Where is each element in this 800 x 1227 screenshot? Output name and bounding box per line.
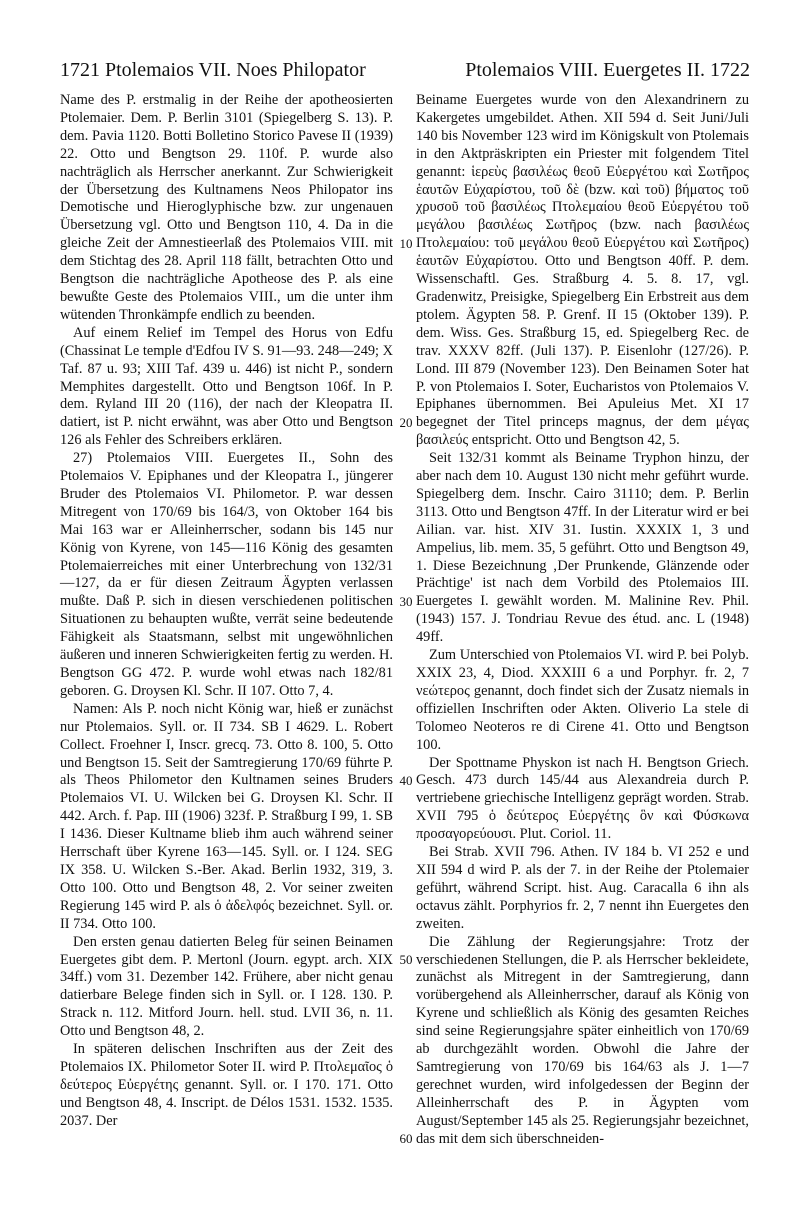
line-number: 10	[399, 236, 413, 251]
line-number: 60	[399, 1131, 413, 1146]
line-number: 30	[399, 594, 413, 609]
line-number: 20	[399, 415, 413, 430]
right-column	[416, 92, 749, 1148]
paragraph: Seit 132/31 kommt als Beiname Tryphon hinzu, der aber nach dem 10. August 130 nicht mehr geführt wurde. Spiegelberg dem. Inschr. Cairo 31110; dem. P. Berlin 3113. Otto und Bengtson 47ff. In der Literatur wird er bei Ailian. var. hist. XIV 31. Iustin. XXXIX 1, 3 und Ampelius, lib. mem. 35, 5 geführt. Otto und Bengtson 49, 1. Diese Bezeichnung ‚Der Prunkende, Glänzende oder Prächtige' ist nach dem Vorbild des Ptolemaios III. Euergetes I. gewählt worden. M. Malinine Rev. Phil. (1943) 157. J. Tondriau Revue des étud. anc. L (1948) 49ff.	[416, 450, 749, 646]
header-left: 1721 Ptolemaios VII. Noes Philopator	[60, 59, 366, 81]
paragraph: 27) Ptolemaios VIII. Euergetes II., Sohn des Ptolemaios V. Epiphanes und der Kleopatra I., jüngerer Bruder des Ptolemaios VI. Philometor. P. war dessen Mitregent von 170/69 bis 164/3, von Oktober 164 bis Mai 163 war er Alleinherrscher, sodann bis 145 nur König von Kyrene, von 145—116 König des gesamten Ptolemaierreiches mit einer Unterbrechung von 132/31 —127, da er für diesen Zeitraum Ägypten verlassen mußte. Daß P. sich in diesen verschiedenen politischen Situationen zu behaupten wußte, verrät seine bedeutende Fähigkeit als Staatsmann, selbst mit ungewöhnlichen äußeren und inneren Schwierigkeiten fertig zu werden. H. Bengtson GG 472. P. wurde wohl etwas nach 182/81 geboren. G. Droysen Kl. Schr. II 107. Otto 7, 4.	[60, 450, 393, 699]
paragraph: Name des P. erstmalig in der Reihe der apotheosierten Ptolemaier. Dem. P. Berlin 3101 (Spiegelberg S. 13). P. dem. Pavia 1120. Botti Bolletino Storico Pavese II (1939) 22. Otto und Bengtson 29. 110f. P. wurde also nachträglich als Herrscher anerkannt. Zur Schwierigkeit der Übersetzung des Kultnamens Neos Philopator ins Demotische und Hieroglyphische bzw. zur ungenauen Übersetzung vgl. Otto und Bengtson 110, 4. Da in die gleiche Zeit der Amnestieerlaß des Ptolemaios VIII. mit dem Stichtag des 28. April 118 fällt, betrachten Otto und Bengtson die nachträgliche Apotheose des P. als eine bewußte Geste des Ptolemaios VIII., um die unter ihm wütenden Thronkämpfe endlich zu beenden.	[60, 92, 393, 323]
paragraph: Den ersten genau datierten Beleg für seinen Beinamen Euergetes gibt dem. P. Mertonl (Journ. egypt. arch. XIX 34ff.) vom 31. Dezember 142. Frühere, aber nicht genau datierbare Belege finden sich in Syll. or. I 128. 130. P. Strack n. 112. Mitford Journ. hell. stud. LVII 36, n. 11. Otto und Bengtson 48, 2.	[60, 933, 393, 1040]
left-column	[60, 92, 393, 1131]
paragraph: In späteren delischen Inschriften aus der Zeit des Ptolemaios IX. Philometor Soter II. wird P. Πτολεμαῖος ὁ δεύτερος Εὐεργέτης genannt. Syll. or. I 170. 171. Otto und Bengtson 48, 4. Inscript. de Délos 1531. 1532. 1535. 2037. Der	[60, 1041, 393, 1129]
paragraph: Auf einem Relief im Tempel des Horus von Edfu (Chassinat Le temple d'Edfou IV S. 91—93. 248—249; X Taf. 87 u. 93; XIII Taf. 439 u. 446) ist nicht P., sondern Memphites dargestellt. Otto und Bengtson 106f. In P. dem. Ryland III 20 (116), der nach der Kleopatra II. datiert, ist P. nicht erwähnt, was aber Otto und Bengtson 126 als Fehler des Schreibers erklären.	[60, 324, 393, 449]
paragraph: Bei Strab. XVII 796. Athen. IV 184 b. VI 252 e und XII 594 d wird P. als der 7. in der Reihe der Ptolemaier geführt, während Script. hist. Aug. Caracalla 6 ihn als octavus zählt. Porphyrios fr. 2, 7 nennt ihn Euergetes den zweiten.	[416, 844, 749, 932]
paragraph: Zum Unterschied von Ptolemaios VI. wird P. bei Polyb. XXIX 23, 4, Diod. XXXIII 6 a und Porphyr. fr. 2, 7 νεώτερος genannt, doch findet sich der Zusatz niemals in offiziellen Inschriften oder Akten. Oliverio La stele di Tolomeo Neoteros re di Cirene 41. Otto und Bengtson 100.	[416, 647, 749, 753]
paragraph: Die Zählung der Regierungsjahre: Trotz der verschiedenen Stellungen, die P. als Herrscher bekleidete, zunächst als Mitregent in der Samtregierung, dann vorübergehend als Alleinherrscher, darauf als König von Kyrene und schließlich als König des gesamten Reiches sind seine Regierungsjahre später einheitlich von 170/69 ab durchgezählt worden. Obwohl die Jahre der Samtregierung von 170/69 bis 164/63 als J. 1—7 gerechnet wurden, wird infolgedessen der Beginn der Alleinherrschaft des P. in Ägypten vom August/September 145 als 25. Regierungsjahr bezeichnet, das mit dem sich überschneiden-	[416, 933, 749, 1147]
paragraph: Der Spottname Physkon ist nach H. Bengtson Griech. Gesch. 473 durch 145/44 aus Alexandreia durch P. vertriebene griechische Intelligenz geprägt worden. Strab. XVII 795 ὁ δεύτερος Εὐεργέτης ὃν καὶ Φύσκωνα προσαγορεύουσι. Plut. Coriol. 11.	[416, 754, 749, 843]
running-header	[60, 56, 750, 84]
paragraph: Beiname Euergetes wurde von den Alexandrinern zu Kakergetes umgebildet. Athen. XII 594 d. Seit Juni/Juli 140 bis November 123 wird im Königskult von Ptolemais in den Aktpräskripten ein Priester mit folgendem Titel genannt: ἱερεὺς βασιλέως θεοῦ Εὐεργέτου καὶ Σωτῆρος ἑαυτῶν Εὐχαρίστου, τοῦ δὲ (bzw. καὶ τοῦ) βήματος τοῦ χρυσοῦ τοῦ βασιλέως Πτολεμαίου θεοῦ Εὐεργέτου τοῦ μεγάλου βασιλέως Σωτῆρος (bzw. nach βασιλέως Πτολεμαίου: τοῦ μεγάλου θεοῦ Εὐεργέτου καὶ Σωτῆρος) ἑαυτῶν Εὐχαρίστου. Otto und Bengtson 40ff. P. dem. Wissenschaftl. Ges. Straßburg 4. 5. 8. 17, vgl. Gradenwitz, Preisigke, Spiegelberg Ein Erbstreit aus dem ptolem. Ägypten 58. P. Grenf. II 15 (Oktober 139). P. dem. Wiss. Ges. Straßburg 15, ed. Spiegelberg Rec. de trav. XXXV 82ff. (Juli 137). P. Eisenlohr (127/26). P. Lond. III 879 (November 123). Den Beinamen Soter hat P. von Ptolemaios I. Soter, Eucharistos von Ptolemaios V. Epiphanes übernommen. Bei Apuleius Met. XI 17 begegnet der Titel princeps magnus, der dem μέγας βασιλεύς entspricht. Otto und Bengtson 42, 5.	[416, 92, 749, 449]
line-number: 50	[399, 952, 413, 967]
line-number: 40	[399, 773, 413, 788]
header-right: Ptolemaios VIII. Euergetes II. 1722	[465, 59, 750, 81]
paragraph: Namen: Als P. noch nicht König war, hieß er zunächst nur Ptolemaios. Syll. or. II 734. SB I 4629. L. Robert Collect. Froehner I, Inscr. grecq. 73. Otto 8. 100, 5. Otto und Bengtson 15. Seit der Samtregierung 170/69 führte P. als Theos Philometor den Kultnamen seines Bruders Ptolemaios VI. U. Wilcken bei G. Droysen Kl. Schr. II 442. Arch. f. Pap. III (1906) 323f. P. Straßburg I 99, 1. SB I 1436. Dieser Kultname blieb ihm auch während seiner Herrschaft über Kyrene 163—145. Syll. or. I 124. SEG IX 358. U. Wilcken S.-Ber. Akad. Berlin 1932, 319, 3. Otto 100. Otto und Bengtson 48, 2. Vor seiner zweiten Regierung 145 wird P. als ὁ ἀδελφός bezeichnet. Syll. or. II 734. Otto 100.	[60, 700, 393, 932]
